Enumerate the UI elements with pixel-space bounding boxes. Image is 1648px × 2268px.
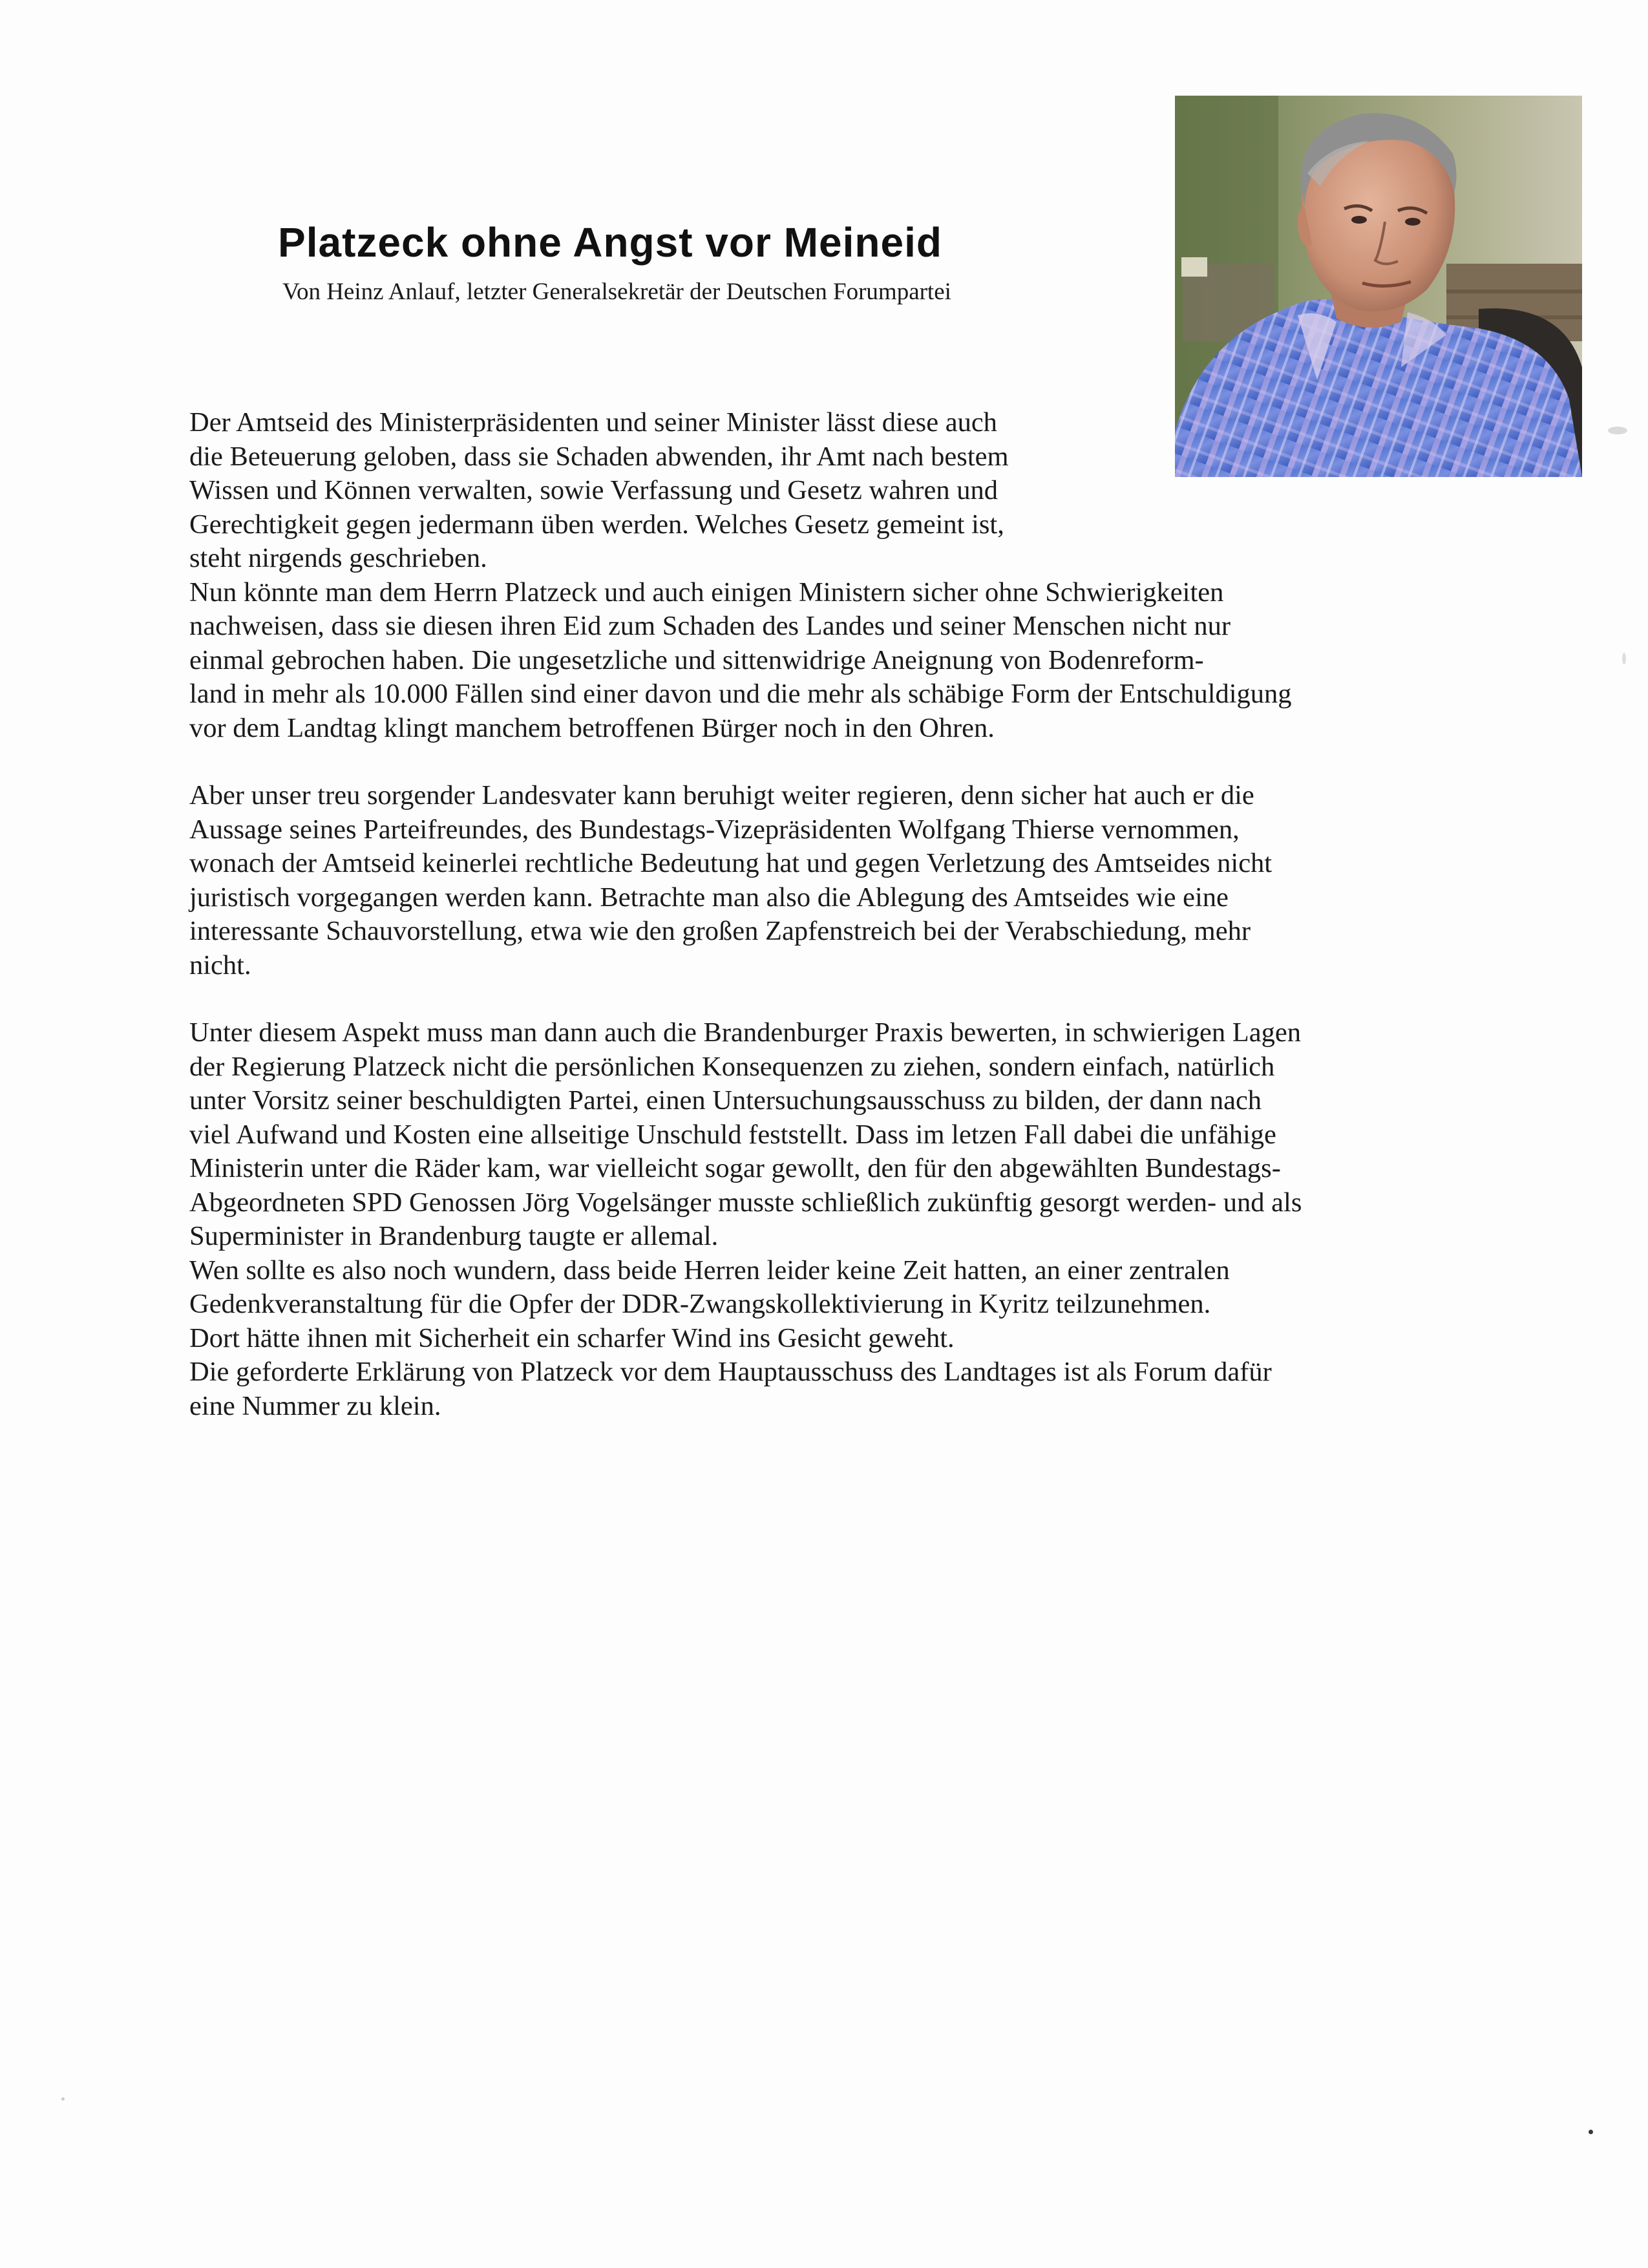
- scan-speck: [1589, 2130, 1593, 2134]
- text-line: Abgeordneten SPD Genossen Jörg Vogelsänger musste schließlich zukünftig gesorgt werden- und als: [189, 1187, 1302, 1218]
- text-line: wonach der Amtseid keinerlei rechtliche Bedeutung hat und gegen Verletzung des Amtseides nicht: [189, 848, 1273, 878]
- text-line: vor dem Landtag klingt manchem betroffenen Bürger noch in den Ohren.: [189, 712, 995, 743]
- text-line: nicht.: [189, 949, 251, 980]
- scan-speck: [1622, 653, 1626, 664]
- text-line: Dort hätte ihnen mit Sicherheit ein scharfer Wind ins Gesicht geweht.: [189, 1322, 955, 1353]
- text-line: Superminister in Brandenburg taugte er allemal.: [189, 1221, 719, 1251]
- text-line: Die geforderte Erklärung von Platzeck vor dem Hauptausschuss des Landtages ist als Forum dafür: [189, 1357, 1272, 1387]
- scan-speck: [1608, 427, 1627, 434]
- text-line: steht nirgends geschrieben.: [189, 543, 487, 573]
- paragraph-1: [189, 406, 1482, 745]
- text-line: Aussage seines Parteifreundes, des Bundestags-Vizepräsidenten Wolfgang Thierse vernommen,: [189, 814, 1240, 845]
- text-line: Aber unser treu sorgender Landesvater kann beruhigt weiter regieren, denn sicher hat auch er die: [189, 780, 1254, 811]
- paragraph-gap: [189, 982, 1482, 1016]
- text-line: Der Amtseid des Ministerpräsidenten und seiner Minister lässt diese auch: [189, 407, 997, 438]
- article-byline: Von Heinz Anlauf, letzter Generalsekretär der Deutschen Forumpartei: [282, 279, 951, 305]
- text-line: Nun könnte man dem Herrn Platzeck und auch einigen Ministern sicher ohne Schwierigkeiten: [189, 577, 1224, 608]
- text-line: Wen sollte es also noch wundern, dass beide Herren leider keine Zeit hatten, an einer zentralen: [189, 1255, 1230, 1286]
- text-line: juristisch vorgegangen werden kann. Betrachte man also die Ablegung des Amtseides wie eine: [189, 882, 1229, 913]
- text-line: Gerechtigkeit gegen jedermann üben werden. Welches Gesetz gemeint ist,: [189, 509, 1004, 540]
- text-line: land in mehr als 10.000 Fällen sind einer davon und die mehr als schäbige Form der Entschuldigung: [189, 679, 1292, 709]
- text-line: nachweisen, dass sie diesen ihren Eid zum Schaden des Landes und seiner Menschen nicht nur: [189, 611, 1231, 641]
- text-line: eine Nummer zu klein.: [189, 1390, 441, 1421]
- paragraph-gap: [189, 745, 1482, 779]
- text-line: Wissen und Können verwalten, sowie Verfassung und Gesetz wahren und: [189, 475, 998, 505]
- text-line: Unter diesem Aspekt muss man dann auch die Brandenburger Praxis bewerten, in schwierigen Lagen: [189, 1017, 1301, 1048]
- text-line: die Beteuerung geloben, dass sie Schaden abwenden, ihr Amt nach bestem: [189, 441, 1009, 472]
- text-line: Ministerin unter die Räder kam, war vielleicht sogar gewollt, den für den abgewählten Bundestags-: [189, 1153, 1281, 1183]
- paragraph-2: [189, 779, 1482, 982]
- article-body: [189, 406, 1482, 1423]
- text-line: interessante Schauvorstellung, etwa wie den großen Zapfenstreich bei der Verabschiedung, mehr: [189, 916, 1251, 946]
- article-title: Platzeck ohne Angst vor Meineid: [278, 219, 942, 266]
- text-line: Gedenkveranstaltung für die Opfer der DDR-Zwangskollektivierung in Kyritz teilzunehmen.: [189, 1289, 1211, 1319]
- scan-speck: [61, 2097, 65, 2101]
- text-line: viel Aufwand und Kosten eine allseitige Unschuld feststellt. Dass im letzen Fall dabei die unfähige: [189, 1119, 1276, 1150]
- paragraph-3: [189, 1016, 1482, 1423]
- text-line: einmal gebrochen haben. Die ungesetzliche und sittenwidrige Aneignung von Bodenreform-: [189, 644, 1204, 675]
- text-line: unter Vorsitz seiner beschuldigten Partei, einen Untersuchungsausschuss zu bilden, der dann nach: [189, 1085, 1262, 1116]
- text-line: der Regierung Platzeck nicht die persönlichen Konsequenzen zu ziehen, sondern einfach, natürlich: [189, 1051, 1275, 1082]
